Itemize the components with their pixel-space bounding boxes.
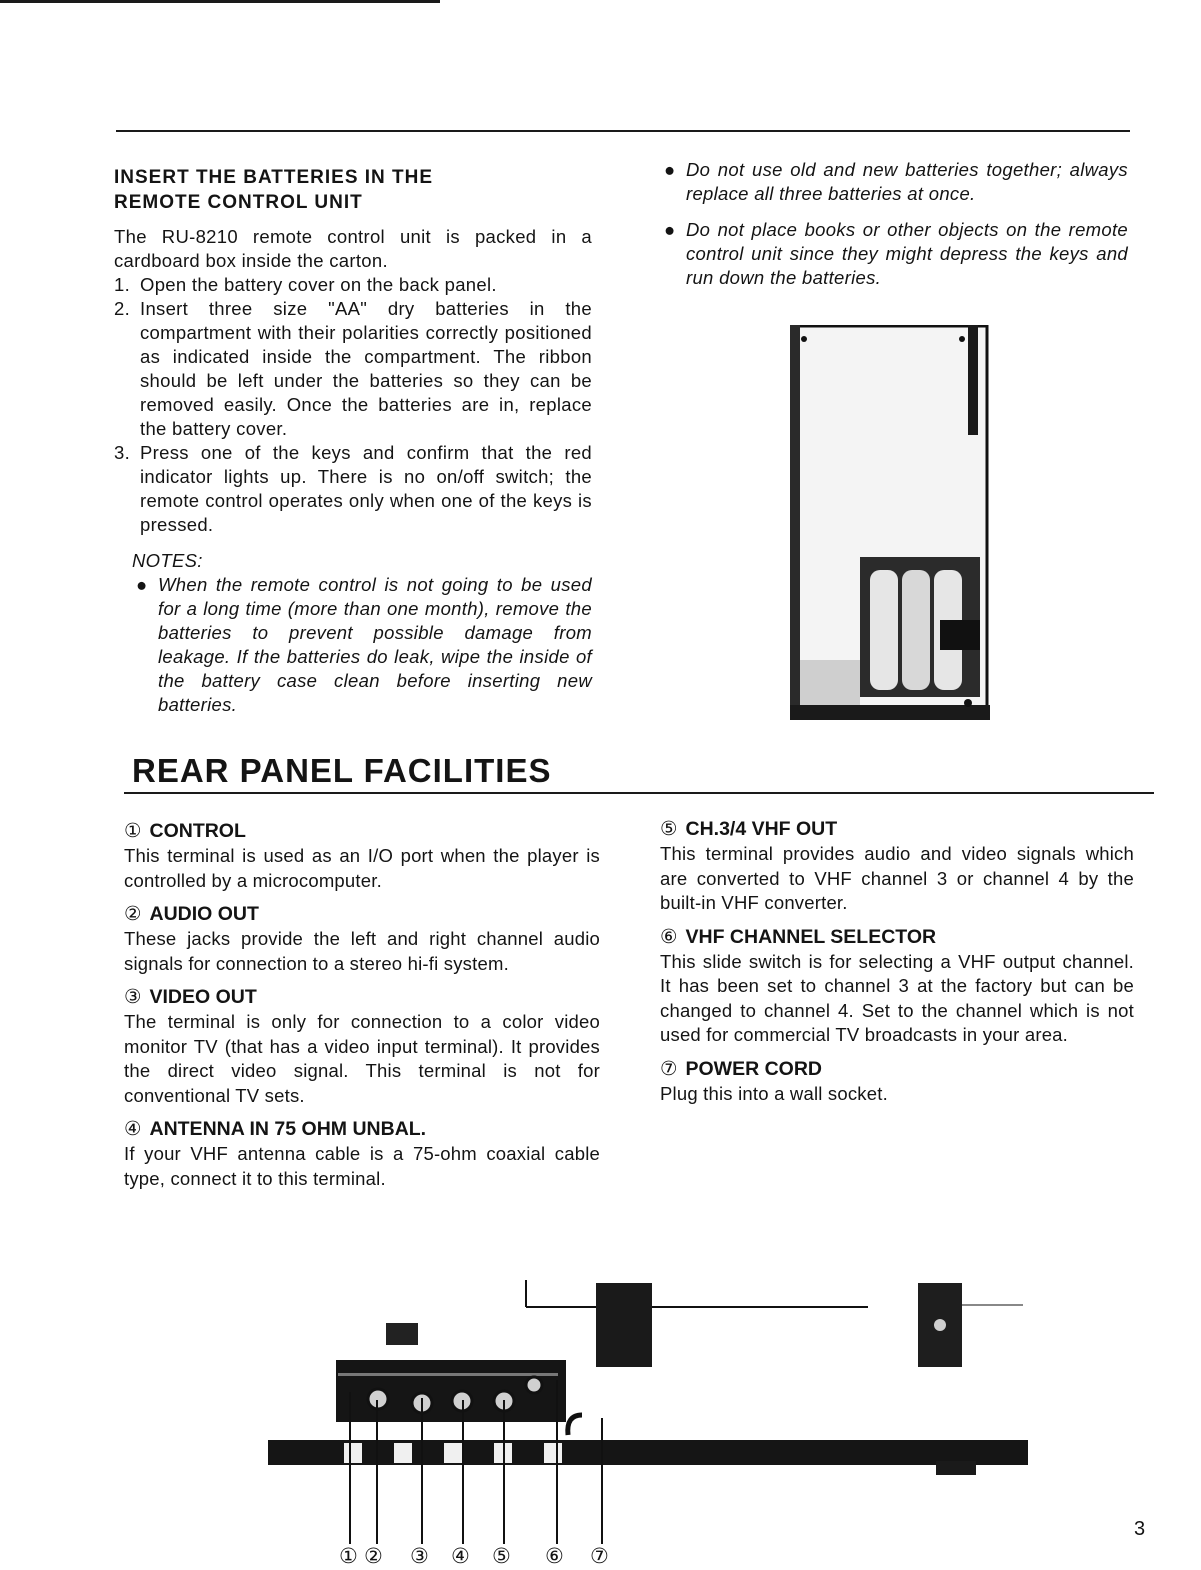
item-heading	[124, 984, 600, 1010]
callout-4: ④	[451, 1545, 470, 1568]
step-number: 1.	[114, 274, 131, 295]
page-number: 3	[1134, 1518, 1146, 1540]
note-text: When the remote control is not going to be used for a long time (more than one month), remove the batteries to prevent possible damage from leakage. If the batteries do leak, wipe the inside of the battery case clean before inserting new batteries.	[158, 574, 592, 715]
notes-label: NOTES:	[132, 550, 203, 571]
item-title: CH.3/4 VHF OUT	[685, 818, 838, 840]
step-number: 2.	[114, 298, 131, 319]
step-text: Open the battery cover on the back panel.	[140, 274, 497, 295]
bullet-icon: ●	[664, 219, 676, 240]
item-marker: ①	[124, 820, 142, 842]
item-marker: ⑤	[660, 818, 678, 840]
note-item	[662, 158, 1128, 206]
item-heading	[660, 816, 1134, 842]
note-text: Do not use old and new batteries together; always replace all three batteries at once.	[686, 159, 1128, 204]
batteries-steps	[114, 273, 592, 537]
remote-battery-illustration	[790, 325, 990, 720]
callout-leader-4	[462, 1400, 464, 1544]
callout-7: ⑦	[590, 1545, 609, 1568]
batteries-intro: The RU-8210 remote control unit is packed in a cardboard box inside the carton.	[114, 226, 592, 271]
callout-leader-5	[503, 1400, 505, 1544]
callout-1: ①	[339, 1545, 358, 1568]
top-edge-rule	[0, 0, 440, 3]
rear-panel-photo	[268, 1265, 1030, 1485]
item-body: If your VHF antenna cable is a 75-ohm coaxial cable type, connect it to this terminal.	[124, 1143, 600, 1189]
item-marker: ③	[124, 986, 142, 1008]
item-title: ANTENNA IN 75 OHM UNBAL.	[149, 1118, 427, 1140]
callout-6: ⑥	[545, 1545, 564, 1568]
bullet-icon: ●	[136, 574, 148, 595]
item-title: VIDEO OUT	[149, 986, 257, 1008]
item-title: CONTROL	[149, 820, 246, 842]
item-heading	[124, 1116, 600, 1142]
item-title: VHF CHANNEL SELECTOR	[685, 925, 937, 948]
notes-list	[134, 573, 592, 717]
note-text: Do not place books or other objects on the remote control unit since they might depress the keys and run down the batteries.	[686, 219, 1128, 288]
rear-panel-title: REAR PANEL FACILITIES	[132, 752, 552, 789]
rear-panel-rule	[124, 792, 1154, 794]
item-heading	[660, 1056, 1134, 1082]
item-body: These jacks provide the left and right channel audio signals for connection to a stereo hi-fi system.	[124, 928, 600, 974]
right-notes-list	[662, 158, 1128, 290]
header-rule	[116, 130, 1130, 132]
item-title: POWER CORD	[685, 1057, 822, 1080]
step-number: 3.	[114, 442, 131, 463]
callout-leader-3	[421, 1398, 423, 1544]
item-marker: ⑥	[660, 925, 678, 948]
step-item	[114, 441, 592, 537]
callout-3: ③	[410, 1545, 429, 1568]
batteries-heading-line2: REMOTE CONTROL UNIT	[114, 192, 363, 213]
note-item	[134, 573, 592, 717]
right-notes	[662, 158, 1128, 302]
batteries-section	[114, 165, 592, 729]
item-marker: ⑦	[660, 1057, 678, 1080]
callout-5: ⑤	[492, 1545, 511, 1568]
bullet-icon: ●	[664, 159, 676, 180]
step-item	[114, 273, 592, 297]
rear-right-column	[660, 816, 1134, 1106]
item-body: This terminal is used as an I/O port when the player is controlled by a microcomputer.	[124, 845, 600, 891]
callout-leader-2	[376, 1400, 378, 1544]
callout-leader-7	[601, 1418, 603, 1544]
step-text: Insert three size "AA" dry batteries in the compartment with their polarities correctly positioned as indicated inside the compartment. The ribbon should be left under the batteries so they can be removed easily. Once the batteries are in, replace the battery cover.	[140, 298, 592, 439]
rear-left-column	[124, 818, 600, 1191]
remote-battery-photo	[790, 325, 990, 720]
item-title: AUDIO OUT	[149, 903, 259, 925]
item-body: This terminal provides audio and video signals which are converted to VHF channel 3 or channel 4 by the built-in VHF converter.	[660, 843, 1134, 913]
step-text: Press one of the keys and confirm that the red indicator lights up. There is no on/off switch; the remote control operates only when one of the keys is pressed.	[140, 442, 592, 535]
callout-leader-1	[349, 1392, 351, 1544]
note-item	[662, 218, 1128, 290]
rear-panel-illustration	[268, 1265, 1030, 1485]
batteries-heading-line1: INSERT THE BATTERIES IN THE	[114, 167, 434, 188]
item-body: Plug this into a wall socket.	[660, 1082, 888, 1104]
item-body: The terminal is only for connection to a color video monitor TV (that has a video input terminal). It provides the direct video signal. This terminal is not for conventional TV sets.	[124, 1011, 600, 1106]
item-body: This slide switch is for selecting a VHF output channel. It has been set to channel 3 at the factory but can be changed to channel 4. Set to the channel which is not used for commercial TV broadcasts in your area.	[660, 950, 1134, 1045]
callout-2: ②	[364, 1545, 383, 1568]
step-item	[114, 297, 592, 441]
item-heading	[660, 924, 1134, 950]
item-marker: ②	[124, 903, 142, 925]
batteries-heading	[114, 165, 592, 215]
item-heading	[124, 818, 600, 844]
callout-numbers	[0, 1544, 1201, 1570]
item-marker: ④	[124, 1118, 142, 1140]
callout-leader-6	[556, 1380, 558, 1544]
item-heading	[124, 901, 600, 927]
